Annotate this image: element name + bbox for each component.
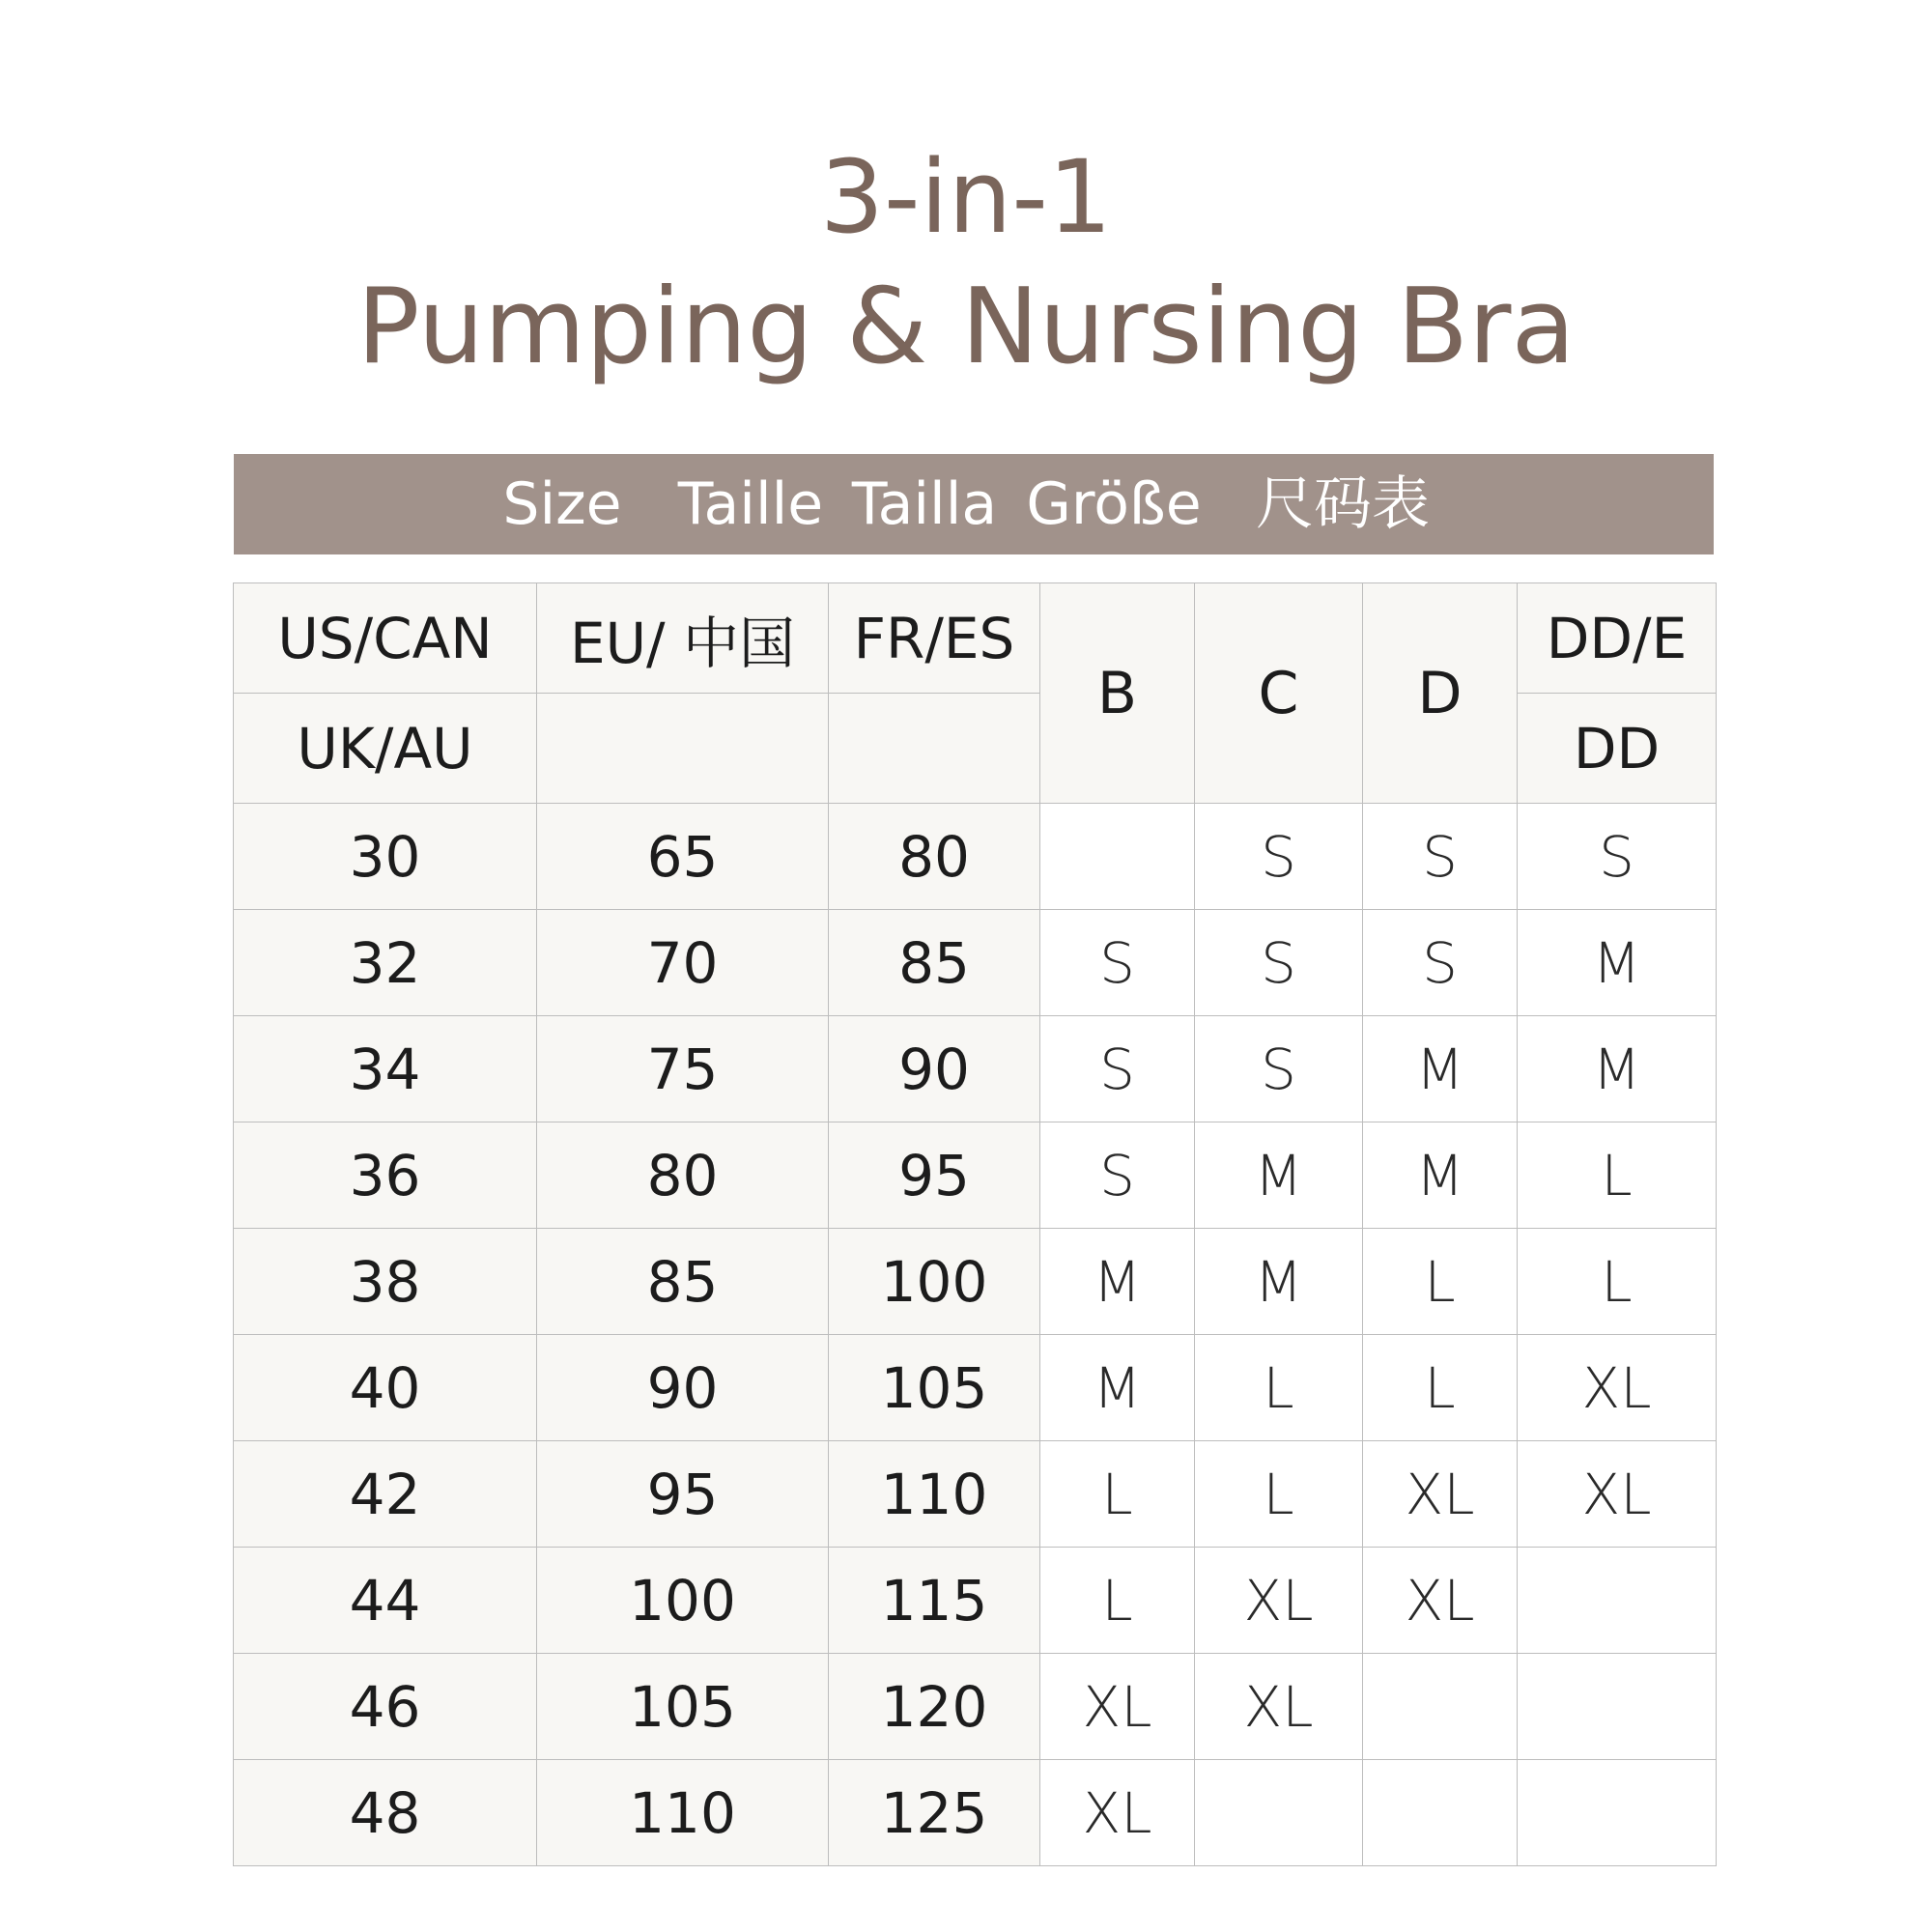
table-row (234, 1441, 1717, 1548)
cell-us-can: 36 (234, 1122, 537, 1229)
cell-cup-b: XL (1040, 1654, 1195, 1760)
cell-cup-d: XL (1363, 1441, 1518, 1548)
cell-us-can: 38 (234, 1229, 537, 1335)
banner-label-grosse: Größe (1026, 470, 1202, 538)
cell-fr-es: 105 (829, 1335, 1040, 1441)
banner-label-chinese: 尺码表 (1256, 470, 1430, 538)
header-uk-au: UK/AU (234, 694, 537, 804)
cell-cup-dd-e (1518, 1548, 1717, 1654)
cell-cup-c: S (1195, 1016, 1363, 1122)
cell-eu-cn: 65 (537, 804, 829, 910)
cell-us-can: 30 (234, 804, 537, 910)
cell-eu-cn: 90 (537, 1335, 829, 1441)
header-cup-d: D (1363, 583, 1518, 804)
cell-eu-cn: 80 (537, 1122, 829, 1229)
cell-fr-es: 115 (829, 1548, 1040, 1654)
cell-cup-dd-e (1518, 1654, 1717, 1760)
table-row (234, 1654, 1717, 1760)
cell-eu-cn: 105 (537, 1654, 829, 1760)
cell-cup-b: S (1040, 1016, 1195, 1122)
cell-fr-es: 110 (829, 1441, 1040, 1548)
header-cup-dd: DD (1518, 694, 1717, 804)
cell-cup-dd-e: M (1518, 910, 1717, 1016)
table-row (234, 910, 1717, 1016)
header-row-1 (234, 583, 1717, 694)
cell-cup-c: M (1195, 1229, 1363, 1335)
cell-us-can: 42 (234, 1441, 537, 1548)
size-banner (234, 454, 1714, 554)
header-eu-blank (537, 694, 829, 804)
cell-cup-c: M (1195, 1122, 1363, 1229)
cell-fr-es: 90 (829, 1016, 1040, 1122)
cell-cup-b: M (1040, 1335, 1195, 1441)
banner-label-taille: Taille (677, 470, 824, 538)
cell-cup-d (1363, 1654, 1518, 1760)
cell-cup-c: XL (1195, 1654, 1363, 1760)
cell-eu-cn: 70 (537, 910, 829, 1016)
header-cup-dd-e: DD/E (1518, 583, 1717, 694)
cell-cup-c: L (1195, 1335, 1363, 1441)
header-fr-blank (829, 694, 1040, 804)
cell-cup-b: XL (1040, 1760, 1195, 1866)
banner-label-size: Size (502, 470, 622, 538)
header-cup-b: B (1040, 583, 1195, 804)
cell-eu-cn: 110 (537, 1760, 829, 1866)
table-row (234, 1760, 1717, 1866)
title-line-2: Pumping & Nursing Bra (356, 267, 1576, 387)
cell-fr-es: 95 (829, 1122, 1040, 1229)
size-chart-table (233, 582, 1717, 1866)
cell-eu-cn: 95 (537, 1441, 829, 1548)
cell-us-can: 48 (234, 1760, 537, 1866)
cell-cup-c: L (1195, 1441, 1363, 1548)
cell-cup-c (1195, 1760, 1363, 1866)
cell-us-can: 34 (234, 1016, 537, 1122)
cell-cup-dd-e (1518, 1760, 1717, 1866)
table-row (234, 1335, 1717, 1441)
cell-cup-b: S (1040, 910, 1195, 1016)
cell-cup-d: L (1363, 1335, 1518, 1441)
cell-cup-d (1363, 1760, 1518, 1866)
cell-fr-es: 120 (829, 1654, 1040, 1760)
cell-us-can: 46 (234, 1654, 537, 1760)
cell-cup-c: S (1195, 910, 1363, 1016)
header-us-can: US/CAN (234, 583, 537, 694)
cell-cup-d: XL (1363, 1548, 1518, 1654)
header-fr-es: FR/ES (829, 583, 1040, 694)
cell-cup-c: XL (1195, 1548, 1363, 1654)
table-row (234, 1229, 1717, 1335)
title-line-1: 3-in-1 (819, 138, 1113, 256)
cell-us-can: 44 (234, 1548, 537, 1654)
cell-fr-es: 125 (829, 1760, 1040, 1866)
cell-cup-dd-e: L (1518, 1229, 1717, 1335)
table-row (234, 1548, 1717, 1654)
cell-cup-dd-e: S (1518, 804, 1717, 910)
cell-cup-dd-e: XL (1518, 1335, 1717, 1441)
header-cup-c: C (1195, 583, 1363, 804)
header-eu-cn: EU/ 中国 (537, 583, 829, 694)
cell-cup-b: S (1040, 1122, 1195, 1229)
cell-cup-dd-e: L (1518, 1122, 1717, 1229)
cell-us-can: 40 (234, 1335, 537, 1441)
cell-fr-es: 100 (829, 1229, 1040, 1335)
banner-label-tailla: Tailla (851, 470, 998, 538)
cell-cup-d: M (1363, 1122, 1518, 1229)
cell-cup-d: M (1363, 1016, 1518, 1122)
cell-cup-b: L (1040, 1441, 1195, 1548)
cell-cup-b: M (1040, 1229, 1195, 1335)
cell-cup-dd-e: M (1518, 1016, 1717, 1122)
table-body (234, 804, 1717, 1866)
cell-cup-d: S (1363, 804, 1518, 910)
cell-cup-b: L (1040, 1548, 1195, 1654)
table-row (234, 1016, 1717, 1122)
cell-cup-dd-e: XL (1518, 1441, 1717, 1548)
cell-fr-es: 80 (829, 804, 1040, 910)
cell-eu-cn: 100 (537, 1548, 829, 1654)
cell-cup-c: S (1195, 804, 1363, 910)
cell-cup-b (1040, 804, 1195, 910)
table-row (234, 804, 1717, 910)
cell-fr-es: 85 (829, 910, 1040, 1016)
cell-eu-cn: 75 (537, 1016, 829, 1122)
cell-us-can: 32 (234, 910, 537, 1016)
cell-cup-d: L (1363, 1229, 1518, 1335)
table-row (234, 1122, 1717, 1229)
cell-eu-cn: 85 (537, 1229, 829, 1335)
cell-cup-d: S (1363, 910, 1518, 1016)
